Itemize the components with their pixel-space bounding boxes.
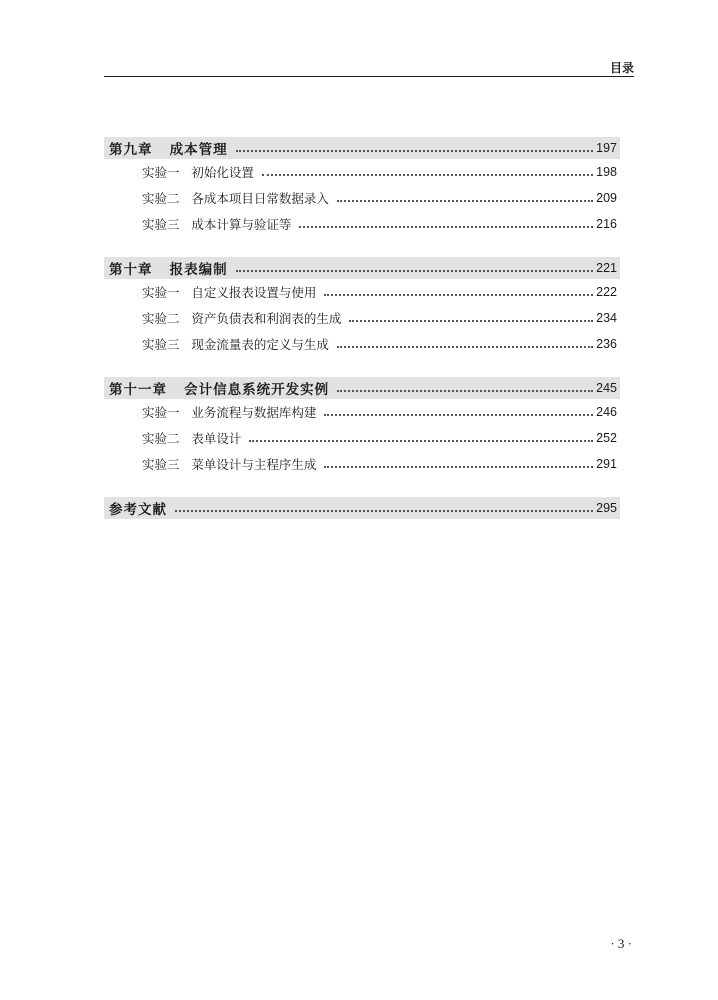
dot-leader (262, 173, 593, 176)
chapter-title: 第九章 成本管理 (109, 142, 228, 158)
entry-title: 实验一 初始化设置 (142, 165, 254, 180)
dot-leader (299, 225, 593, 228)
entry-title: 实验一 自定义报表设置与使用 (142, 285, 317, 300)
toc-entry[interactable] (104, 425, 620, 451)
toc-entry[interactable] (104, 331, 620, 357)
chapter-title: 参考文献 (109, 502, 167, 518)
page-number: 221 (596, 261, 617, 275)
dot-leader (236, 269, 594, 272)
page-number: 234 (596, 311, 617, 325)
page-number: 222 (596, 285, 617, 299)
chapter-heading[interactable] (104, 377, 620, 399)
page-number: 236 (596, 337, 617, 351)
toc-entry[interactable] (104, 211, 620, 237)
entry-title: 实验三 菜单设计与主程序生成 (142, 457, 317, 472)
chapter-9 (104, 137, 620, 237)
page-number: 246 (596, 405, 617, 419)
entry-title: 实验二 资产负债表和利润表的生成 (142, 311, 342, 326)
chapter-10 (104, 257, 620, 357)
dot-leader (175, 509, 593, 512)
dot-leader (337, 345, 593, 348)
page-number: 291 (596, 457, 617, 471)
entry-title: 实验三 现金流量表的定义与生成 (142, 337, 329, 352)
page-number: 295 (596, 501, 617, 515)
toc-entry[interactable] (104, 159, 620, 185)
references (104, 497, 620, 519)
dot-leader (349, 319, 593, 322)
chapter-title: 第十章 报表编制 (109, 262, 228, 278)
toc-entry[interactable] (104, 305, 620, 331)
chapter-11 (104, 377, 620, 477)
entry-title: 实验一 业务流程与数据库构建 (142, 405, 317, 420)
toc-entry[interactable] (104, 279, 620, 305)
dot-leader (324, 413, 593, 416)
dot-leader (337, 389, 593, 392)
chapter-heading[interactable] (104, 257, 620, 279)
entry-title: 实验三 成本计算与验证等 (142, 217, 292, 232)
running-head: 目录 (609, 61, 634, 75)
chapter-heading[interactable] (104, 137, 620, 159)
dot-leader (249, 439, 593, 442)
page-number: 197 (596, 141, 617, 155)
page-number: 209 (596, 191, 617, 205)
chapter-heading[interactable] (104, 497, 620, 519)
page-number: 198 (596, 165, 617, 179)
page-number: 252 (596, 431, 617, 445)
dot-leader (236, 149, 594, 152)
table-of-contents (104, 137, 620, 519)
page-number: 245 (596, 381, 617, 395)
dot-leader (324, 465, 593, 468)
dot-leader (324, 293, 593, 296)
header-rule (104, 76, 634, 77)
chapter-title: 第十一章 会计信息系统开发实例 (109, 382, 330, 398)
page-folio: · 3 · (610, 936, 632, 951)
dot-leader (337, 199, 593, 202)
toc-entry[interactable] (104, 399, 620, 425)
toc-entry[interactable] (104, 185, 620, 211)
toc-entry[interactable] (104, 451, 620, 477)
entry-title: 实验二 表单设计 (142, 431, 242, 446)
page-number: 216 (596, 217, 617, 231)
entry-title: 实验二 各成本项目日常数据录入 (142, 191, 329, 206)
